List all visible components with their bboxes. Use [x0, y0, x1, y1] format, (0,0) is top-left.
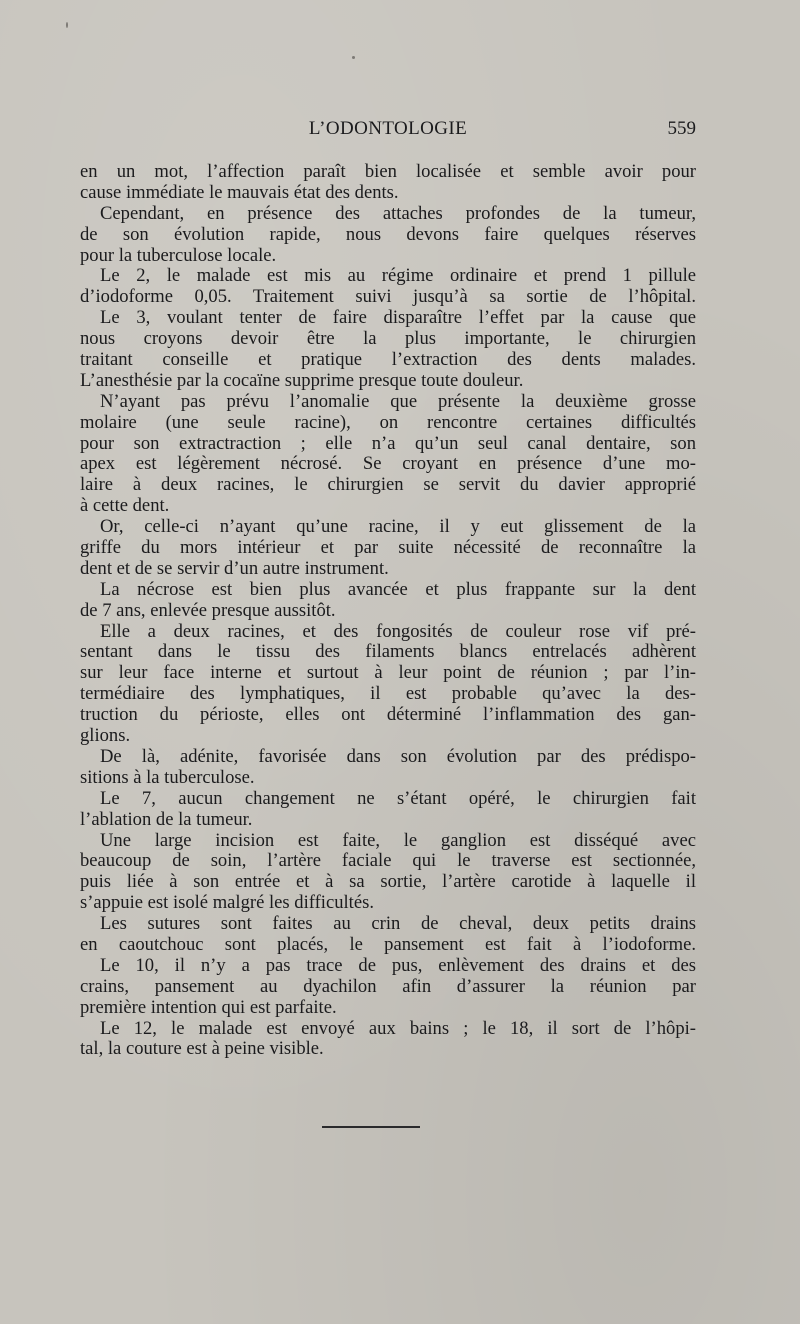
text-line: première intention qui est parfaite.: [80, 996, 337, 1018]
text-line: De là, adénite, favorisée dans son évolution par des prédispo-: [100, 745, 696, 767]
text-line: à cette dent.: [80, 495, 170, 517]
text-line: dent et de se servir d’un autre instrument.: [80, 557, 389, 579]
text-line: d’iodoforme 0,05. Traitement suivi jusqu’à sa sortie de l’hôpital.: [80, 286, 696, 308]
text-line: apex est légèrement nécrosé. Se croyant en présence d’une mo-: [80, 453, 696, 475]
end-rule: [322, 1126, 420, 1128]
text-line: cause immédiate le mauvais état des dents.: [80, 181, 399, 203]
text-line: termédiaire des lymphatiques, il est probable qu’avec la des-: [80, 683, 696, 705]
text-line: N’ayant pas prévu l’anomalie que présente la deuxième grosse: [100, 390, 696, 412]
paper-speck: [352, 56, 355, 59]
text-line: traitant conseille et pratique l’extraction des dents malades.: [80, 349, 696, 371]
text-line: crains, pansement au dyachilon afin d’assurer la réunion par: [80, 975, 696, 997]
text-line: tal, la couture est à peine visible.: [80, 1038, 324, 1060]
running-head: [80, 118, 696, 146]
text-line: en un mot, l’affection paraît bien localisée et semble avoir pour: [80, 161, 696, 182]
text-line: de 7 ans, enlevée presque aussitôt.: [80, 599, 336, 621]
text-line: Cependant, en présence des attaches profondes de la tumeur,: [100, 202, 696, 224]
text-line: sur leur face interne et surtout à leur point de réunion ; par l’in-: [80, 662, 696, 684]
text-line: Une large incision est faite, le ganglion est disséqué avec: [100, 829, 696, 851]
text-line: La nécrose est bien plus avancée et plus frappante sur la dent: [100, 578, 696, 600]
text-line: beaucoup de soin, l’artère faciale qui le traverse est sectionnée,: [80, 850, 696, 872]
text-line: Le 2, le malade est mis au régime ordinaire et prend 1 pillule: [100, 265, 696, 287]
paper-speck: [66, 22, 68, 28]
text-line: Le 10, il n’y a pas trace de pus, enlèvement des drains et des: [100, 954, 696, 976]
text-line: Or, celle-ci n’ayant qu’une racine, il y eut glissement de la: [100, 516, 696, 538]
page-number: 559: [667, 118, 696, 139]
text-line: nous croyons devoir être la plus importante, le chirurgien: [80, 328, 696, 350]
running-title: L’ODONTOLOGIE: [308, 118, 468, 139]
text-line: Le 3, voulant tenter de faire disparaître l’effet par la cause que: [100, 307, 696, 329]
text-line: Le 7, aucun changement ne s’étant opéré, le chirurgien fait: [100, 787, 696, 809]
body-text: [80, 162, 696, 1060]
text-line: l’ablation de la tumeur.: [80, 808, 253, 830]
text-line: griffe du mors intérieur et par suite nécessité de reconnaître la: [80, 537, 696, 559]
text-line: sentant dans le tissu des filaments blancs entrelacés adhèrent: [80, 641, 696, 663]
text-line: laire à deux racines, le chirurgien se servit du davier approprié: [80, 474, 696, 496]
text-line: en caoutchouc sont placés, le pansement est fait à l’iodoforme.: [80, 933, 696, 955]
text-line: Le 12, le malade est envoyé aux bains ; le 18, il sort de l’hôpi-: [100, 1017, 696, 1039]
text-line: sitions à la tuberculose.: [80, 766, 255, 788]
text-line: pour son extractraction ; elle n’a qu’un seul canal dentaire, son: [80, 432, 696, 454]
text-line: puis liée à son entrée et à sa sortie, l’artère carotide à laquelle il: [80, 871, 696, 893]
text-line: Elle a deux racines, et des fongosités de couleur rose vif pré-: [100, 620, 696, 642]
text-line: pour la tuberculose locale.: [80, 244, 277, 266]
text-line: de son évolution rapide, nous devons faire quelques réserves: [80, 223, 696, 245]
text-line: glions.: [80, 725, 131, 747]
text-line: truction du périoste, elles ont déterminé l’inflammation des gan-: [80, 704, 696, 726]
text-line: s’appuie est isolé malgré les difficultés.: [80, 892, 374, 914]
text-line: molaire (une seule racine), on rencontre certaines difficultés: [80, 411, 696, 433]
text-line: L’anesthésie par la cocaïne supprime presque toute douleur.: [80, 369, 524, 391]
text-line: Les sutures sont faites au crin de cheval, deux petits drains: [100, 913, 696, 935]
